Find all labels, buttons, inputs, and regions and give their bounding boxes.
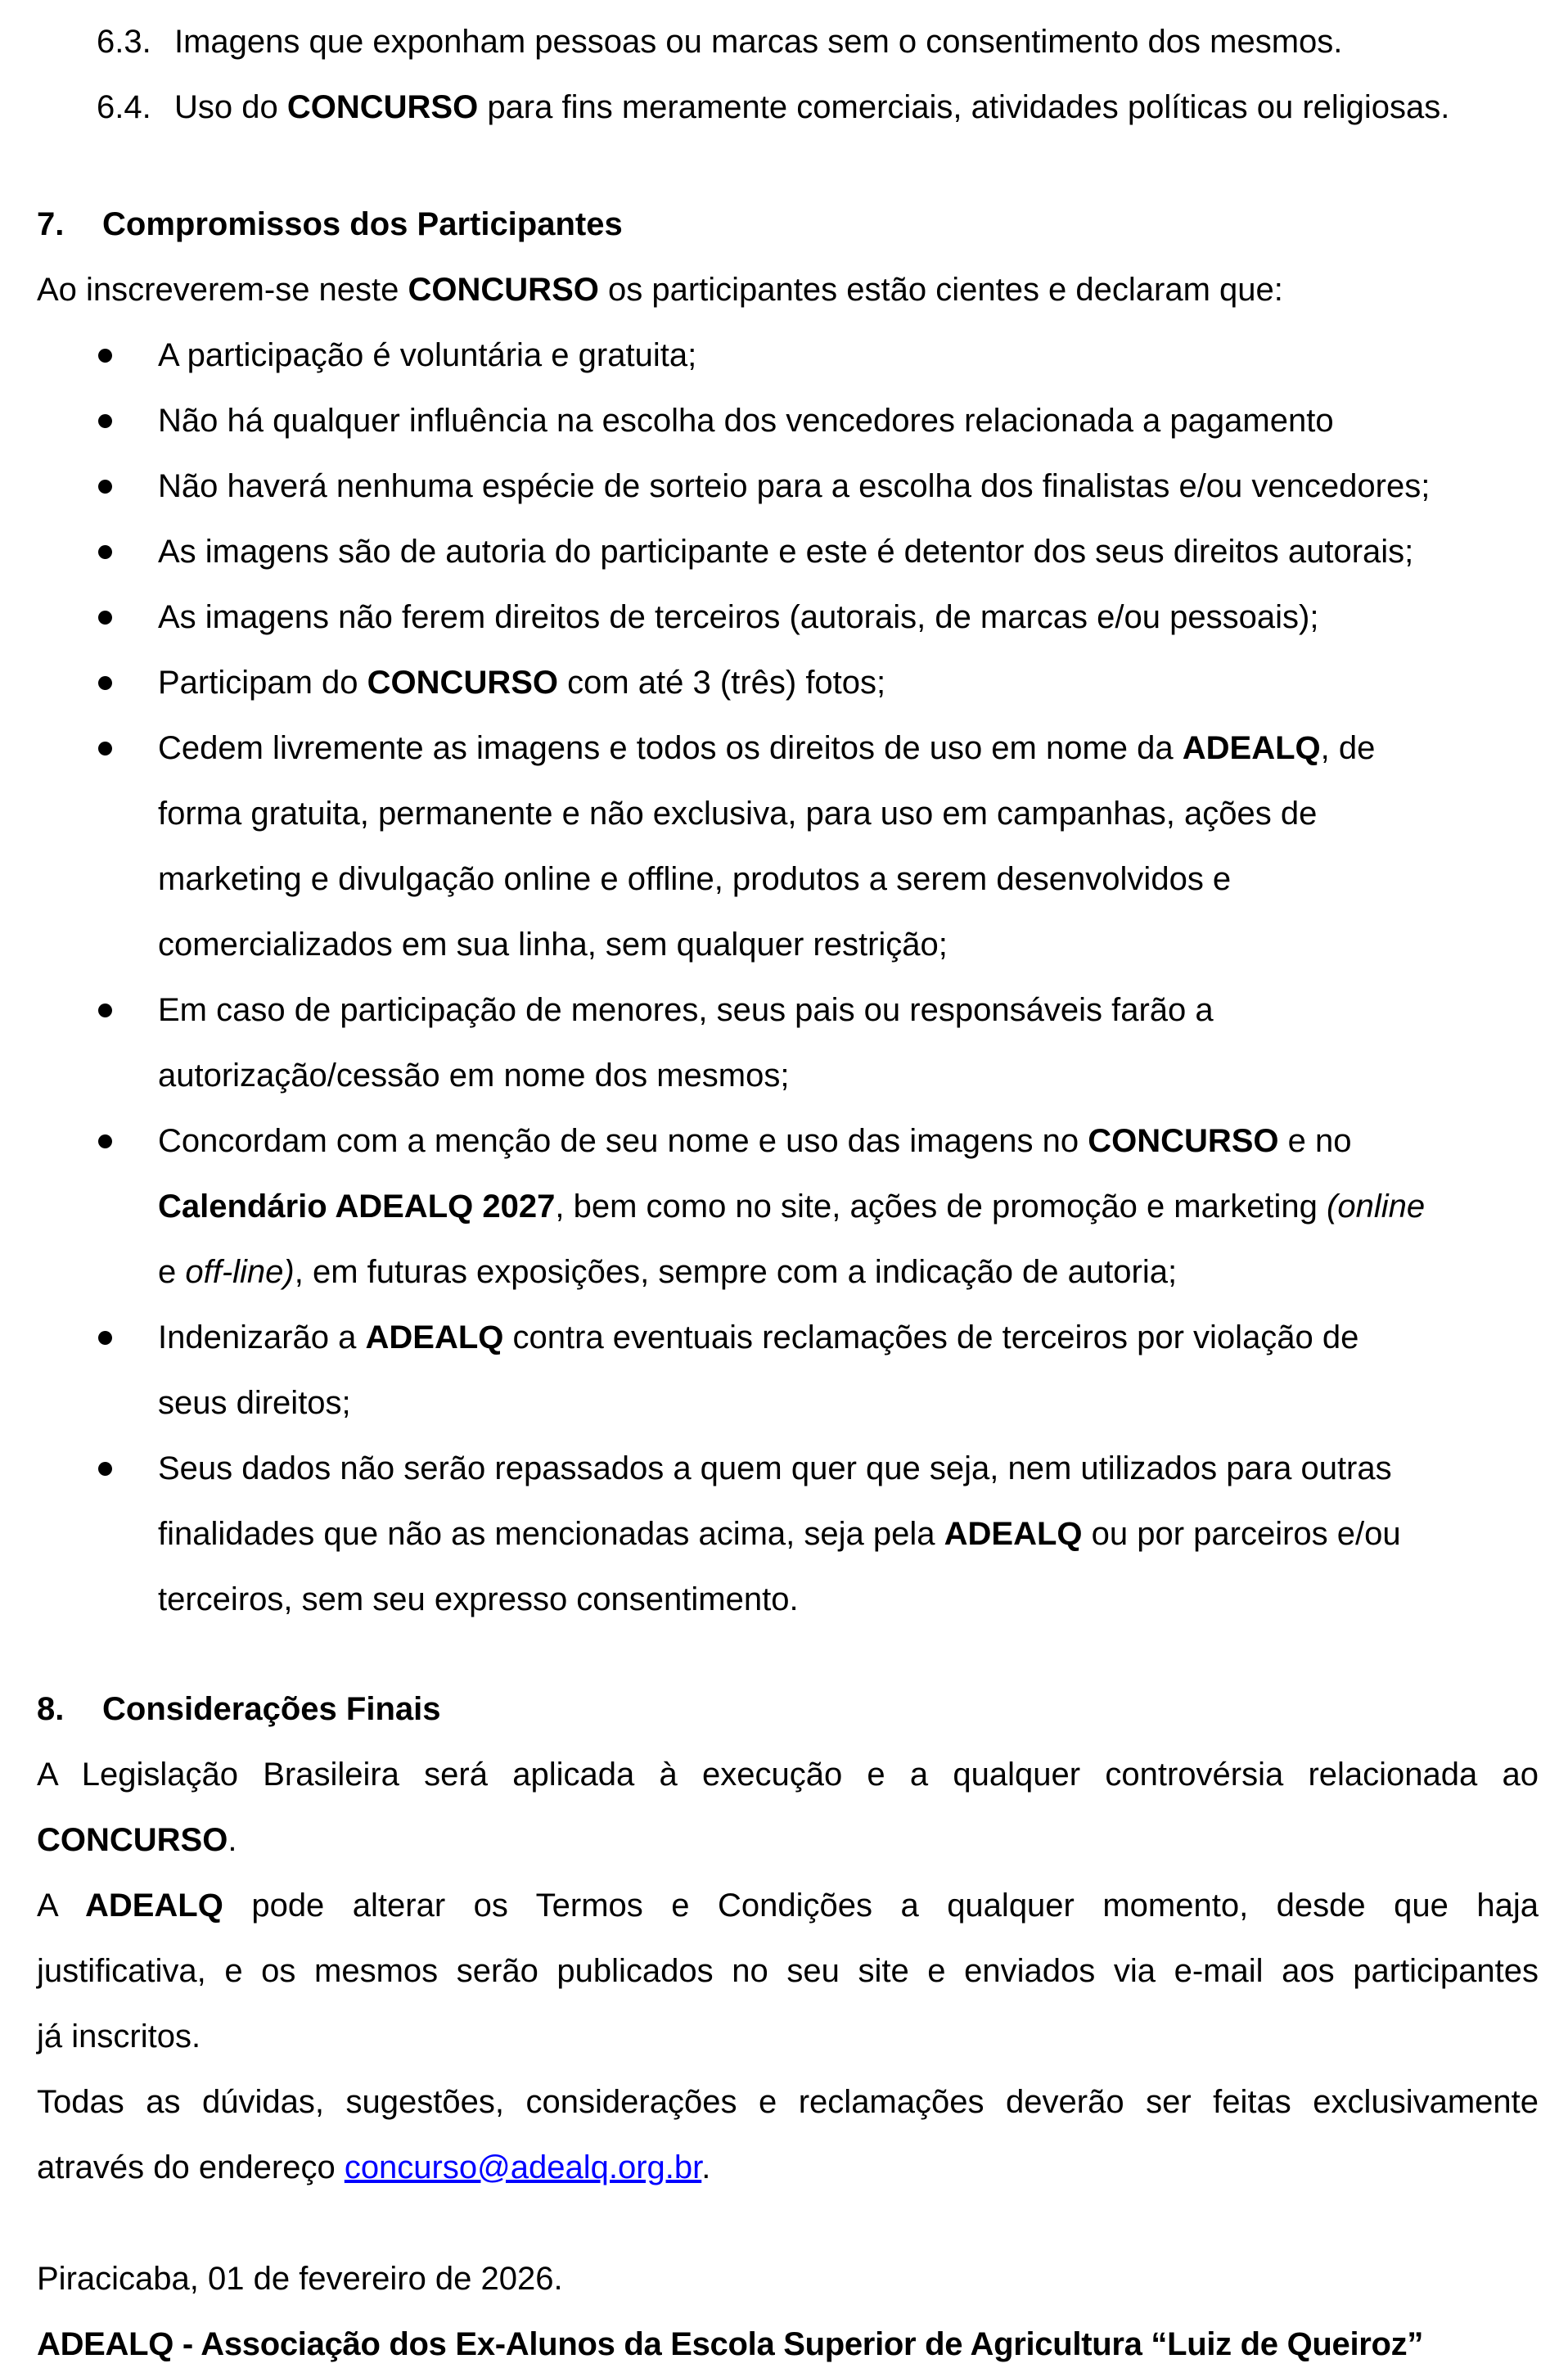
- paragraph-line: [37, 2004, 1539, 2069]
- text-segment: contra eventuais reclamações de terceiros por violação de: [503, 1319, 1359, 1355]
- bullet-line: [158, 519, 1539, 584]
- text-segment: A Legislação Brasileira será aplicada à execução e a qualquer controvérsia relacionada ao: [37, 1757, 1539, 1793]
- text-segment: e no: [1278, 1123, 1352, 1159]
- section-7-heading: [37, 192, 1539, 257]
- bullet-marker: [37, 584, 158, 650]
- text-segment: com até 3 (três) fotos;: [558, 665, 886, 701]
- closing-signature: ADEALQ - Associação dos Ex-Alunos da Escola Superior de Agricultura “Luiz de Queiroz”: [37, 2326, 1424, 2362]
- text-segment: ADEALQ: [1182, 730, 1321, 766]
- text-segment: pode alterar os Termos e Condições a qualquer momento, desde que haja: [223, 1888, 1539, 1924]
- text-segment: já inscritos.: [37, 2018, 201, 2055]
- bullet-item: [37, 1305, 1539, 1436]
- bullet-line: [158, 1436, 1539, 1501]
- bullet-marker: [37, 453, 158, 519]
- bullet-item: [37, 650, 1539, 715]
- bullet-marker: [37, 1108, 158, 1305]
- bullet-line: [158, 1567, 1539, 1632]
- bullet-line: [158, 1043, 1539, 1108]
- paragraph: [37, 1742, 1539, 1873]
- text-segment: As imagens são de autoria do participante e este é detentor dos seus direitos autorais;: [158, 534, 1414, 570]
- bullet-line: [158, 912, 1539, 977]
- bullet-item: [37, 584, 1539, 650]
- bullet-line: [158, 1108, 1539, 1174]
- bullet-text: [158, 388, 1539, 453]
- item-number: 6.4.: [97, 89, 151, 125]
- text-segment: CONCURSO: [1088, 1123, 1279, 1159]
- bullet-line: [158, 453, 1539, 519]
- paragraph: [37, 1873, 1539, 2069]
- bullet-marker: [37, 977, 158, 1108]
- section-8-heading: [37, 1676, 1539, 1742]
- bullet-line: [158, 1239, 1539, 1305]
- section-8-paragraphs: [37, 1742, 1539, 2200]
- text-segment: Cedem livremente as imagens e todos os direitos de uso em nome da: [158, 730, 1183, 766]
- bullet-item: [37, 322, 1539, 388]
- bullet-text: [158, 322, 1539, 388]
- text-segment: ADEALQ: [944, 1516, 1083, 1552]
- text-segment: CONCURSO: [367, 665, 559, 701]
- bullet-text: [158, 1108, 1539, 1305]
- text-segment: .: [701, 2149, 711, 2185]
- bullet-dot-icon: [98, 480, 112, 494]
- paragraph-line: [37, 1938, 1539, 2004]
- text-segment: autorização/cessão em nome dos mesmos;: [158, 1058, 790, 1094]
- bullet-item: [37, 453, 1539, 519]
- bullet-line: [158, 388, 1539, 453]
- text-segment: terceiros, sem seu expresso consentimento.: [158, 1581, 799, 1617]
- paragraph-line: [37, 2069, 1539, 2135]
- text-segment: marketing e divulgação online e offline, produtos a serem desenvolvidos e: [158, 861, 1232, 897]
- text-segment: CONCURSO: [37, 1822, 228, 1858]
- bullet-marker: [37, 1305, 158, 1436]
- paragraph-line: [37, 2135, 1539, 2200]
- text-segment: Uso do: [174, 89, 287, 125]
- text-segment: ou por parceiros e/ou: [1082, 1516, 1401, 1552]
- text-segment: A: [37, 1888, 85, 1924]
- bullet-marker: [37, 388, 158, 453]
- text-segment: Indenizarão a: [158, 1319, 366, 1355]
- bullet-text: [158, 519, 1539, 584]
- bullet-dot-icon: [98, 1004, 112, 1017]
- paragraph-line: [37, 1742, 1539, 1807]
- text-segment: para fins meramente comerciais, atividades políticas ou religiosas.: [478, 89, 1450, 125]
- text-segment: ADEALQ: [84, 1888, 223, 1924]
- bullet-item: [37, 1108, 1539, 1305]
- section-8-title: Considerações Finais: [102, 1691, 441, 1727]
- text-segment: através do endereço: [37, 2149, 345, 2185]
- bullet-line: [158, 781, 1539, 846]
- text-segment: As imagens não ferem direitos de terceiros (autorais, de marcas e/ou pessoais);: [158, 599, 1319, 635]
- bullet-dot-icon: [98, 676, 112, 690]
- bullet-text: [158, 584, 1539, 650]
- text-segment: Em caso de participação de menores, seus pais ou responsáveis farão a: [158, 992, 1214, 1028]
- text-segment: , bem como no site, ações de promoção e marketing: [555, 1188, 1327, 1225]
- bullet-marker: [37, 1436, 158, 1632]
- bullet-line: [158, 322, 1539, 388]
- bullet-dot-icon: [98, 414, 112, 428]
- item-text: [174, 9, 1342, 74]
- bullet-dot-icon: [98, 742, 112, 755]
- section-7-title: Compromissos dos Participantes: [102, 206, 623, 242]
- text-segment: , de: [1320, 730, 1376, 766]
- bullet-line: [158, 846, 1539, 912]
- bullet-line: [158, 584, 1539, 650]
- closing-date: Piracicaba, 01 de fevereiro de 2026.: [37, 2261, 563, 2297]
- section-7-number: 7.: [37, 206, 65, 242]
- bullet-text: [158, 453, 1539, 519]
- bullet-text: [158, 1305, 1539, 1436]
- text-segment: A participação é voluntária e gratuita;: [158, 337, 697, 373]
- item-text: [174, 74, 1449, 140]
- email-link[interactable]: concurso@adealq.org.br: [344, 2149, 702, 2185]
- bullet-line: [158, 1174, 1539, 1239]
- text-segment: (online: [1327, 1188, 1426, 1225]
- bullet-item: [37, 715, 1539, 977]
- text-segment: finalidades que não as mencionadas acima, seja pela: [158, 1516, 944, 1552]
- bullet-line: [158, 1370, 1539, 1436]
- text-segment: seus direitos;: [158, 1385, 351, 1421]
- item-number: 6.3.: [97, 24, 151, 60]
- text-segment: Seus dados não serão repassados a quem quer que seja, nem utilizados para outras: [158, 1450, 1392, 1486]
- bullet-marker: [37, 519, 158, 584]
- bullet-dot-icon: [98, 1134, 112, 1148]
- bullet-dot-icon: [98, 1462, 112, 1476]
- bullet-item: [37, 388, 1539, 453]
- text-segment: Não haverá nenhuma espécie de sorteio para a escolha dos finalistas e/ou vencedores;: [158, 468, 1431, 504]
- bullet-text: [158, 715, 1539, 977]
- bullet-marker: [37, 322, 158, 388]
- bullet-text: [158, 977, 1539, 1108]
- paragraph-line: [37, 1807, 1539, 1873]
- text-segment: off-line): [185, 1254, 295, 1290]
- text-segment: Ao inscreverem-se neste: [37, 272, 408, 308]
- bullet-dot-icon: [98, 545, 112, 559]
- bullet-dot-icon: [98, 349, 112, 363]
- section-6-sublist: [37, 9, 1539, 140]
- text-segment: os participantes estão cientes e declaram que:: [598, 272, 1283, 308]
- text-segment: Imagens que exponham pessoas ou marcas sem o consentimento dos mesmos.: [174, 24, 1343, 60]
- text-segment: Concordam com a menção de seu nome e uso das imagens no: [158, 1123, 1088, 1159]
- bullet-text: [158, 650, 1539, 715]
- text-segment: e: [158, 1254, 186, 1290]
- bullet-item: [37, 977, 1539, 1108]
- numbered-item: [37, 9, 1539, 74]
- text-segment: ADEALQ: [365, 1319, 504, 1355]
- bullet-line: [158, 1305, 1539, 1370]
- section-7-intro: [37, 257, 1539, 322]
- bullet-line: [158, 977, 1539, 1043]
- bullet-marker: [37, 650, 158, 715]
- bullet-line: [158, 715, 1539, 781]
- text-segment: Participam do: [158, 665, 367, 701]
- text-segment: .: [228, 1822, 237, 1858]
- text-segment: CONCURSO: [408, 272, 599, 308]
- bullet-dot-icon: [98, 611, 112, 625]
- numbered-item: [37, 74, 1539, 140]
- text-segment: Todas as dúvidas, sugestões, considerações e reclamações deverão ser feitas exclusivamente: [37, 2084, 1539, 2120]
- bullet-marker: [37, 715, 158, 977]
- bullet-dot-icon: [98, 1331, 112, 1345]
- bullet-line: [158, 650, 1539, 715]
- text-segment: CONCURSO: [286, 89, 479, 125]
- paragraph-line: [37, 1873, 1539, 1938]
- paragraph: [37, 2069, 1539, 2200]
- bullet-item: [37, 519, 1539, 584]
- text-segment: , em futuras exposições, sempre com a indicação de autoria;: [294, 1254, 1178, 1290]
- bullet-item: [37, 1436, 1539, 1632]
- text-segment: justificativa, e os mesmos serão publicados no seu site e enviados via e-mail aos participantes: [37, 1953, 1539, 1989]
- text-segment: Calendário ADEALQ 2027: [158, 1188, 556, 1225]
- text-segment: Não há qualquer influência na escolha dos vencedores relacionada a pagamento: [158, 403, 1334, 439]
- section-8-number: 8.: [37, 1691, 65, 1727]
- bullet-line: [158, 1501, 1539, 1567]
- text-segment: forma gratuita, permanente e não exclusiva, para uso em campanhas, ações de: [158, 796, 1318, 832]
- bullet-text: [158, 1436, 1539, 1632]
- section-7-bullets: [37, 322, 1539, 1632]
- text-segment: comercializados em sua linha, sem qualquer restrição;: [158, 927, 948, 963]
